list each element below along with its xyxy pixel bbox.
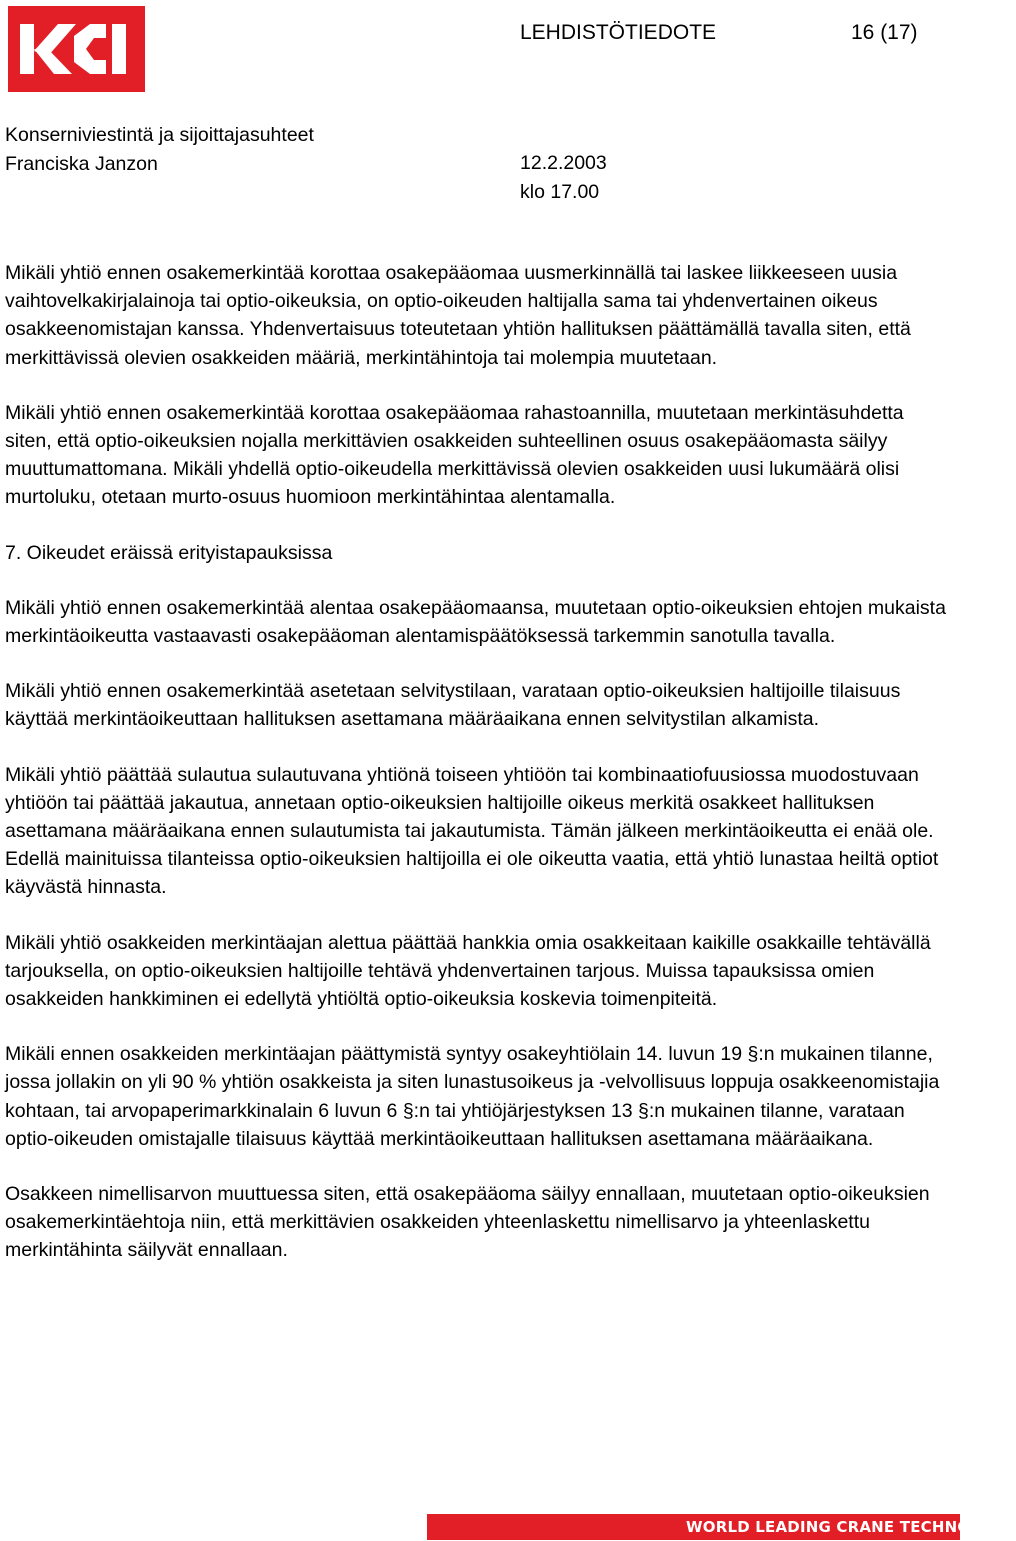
paragraph: Mikäli yhtiö ennen osakemerkintää korottaa osakepääomaa uusmerkinnällä tai laskee liikkeeseen uusia vaihtovelkakirjalainoja tai optio-oikeuksia, on optio-oikeuden haltijalla sama tai yhdenvertainen oikeus osakkeenomistajan kanssa. Yhdenvertaisuus toteutetaan yhtiön hallituksen päättämällä tavalla siten, että merkittävissä olevien osakkeiden määriä, merkintähintoja tai molempia muutetaan. [5,262,911,369]
footer-slogan: WORLD LEADING CRANE TECHNOLOGY [686,1518,1016,1536]
release-time: klo 17.00 [520,180,600,203]
date-block [520,149,607,206]
document-type: LEHDISTÖTIEDOTE [520,21,717,44]
paragraph: Mikäli yhtiö ennen osakemerkintää asetetaan selvitystilaan, varataan optio-oikeuksien haltijoille tilaisuus käyttää merkintäoikeuttaan hallituksen asettamana määräaikana ennen selvitystilan alkamista. [5,680,901,731]
paragraph: Mikäli yhtiö ennen osakemerkintää alentaa osakepääomaansa, muutetaan optio-oikeuksien ehtojen mukaista merkintäoikeutta vastaavasti osakepääoman alentamispäätöksessä tarkemmin sanotulla tavalla. [5,596,946,648]
sender-department: Konserniviestintä ja sijoittajasuhteet [5,124,314,146]
paragraph: Mikäli yhtiö ennen osakemerkintää korottaa osakepääomaa rahastoannilla, muutetaan merkintäsuhdetta siten, että optio-oikeuksien nojalla merkittävien osakkeiden suhteellinen osuus osakepääomasta säilyy muuttumattomana. Mikäli yhdellä optio-oikeudella merkittävissä olevien osakkeiden uusi lukumäärä olisi murtoluku, otetaan murto-osuus huomioon merkintähintaa alentamalla. [5,401,904,509]
press-release-body [5,259,950,1292]
sender-name: Franciska Janzon [5,152,158,175]
company-logo [8,6,145,92]
paragraph: Mikäli ennen osakkeiden merkintäajan päättymistä syntyy osakeyhtiölain 14. luvun 19 §:n mukainen tilanne, jossa jollakin on yli 90 % yhtiön osakkeista ja siten lunastusoikeus ja -velvollisuus loppuja osakkeenomistajia kohtaan, tai arvopaperimarkkinalain 6 luvun 6 §:n tai yhtiöjärjestyksen 13 §:n mukainen tilanne, varataan optio-oikeuden omistajalle tilaisuus käyttää merkintäoikeuttaan hallituksen asettamana määräaikana. [5,1043,940,1150]
paragraph: Osakkeen nimellisarvon muuttuessa siten, että osakepääoma säilyy ennallaan, muutetaan optio-oikeuksien osakemerkintäehtoja niin, että merkittävien osakkeiden yhteenlaskettu nimellisarvo ja yhteenlaskettu merkintähinta säilyvät ennallaan. [5,1183,930,1262]
release-date: 12.2.2003 [520,152,607,174]
paragraph: Mikäli yhtiö osakkeiden merkintäajan alettua päättää hankkia omia osakkeitaan kaikille osakkaille tehtävällä tarjouksella, on optio-oikeuksien haltijoille tehtävä yhdenvertainen tarjous. Muissa tapauksissa omien osakkeiden hankkiminen ei edellytä yhtiöltä optio-oikeuksia koskevia toimenpiteitä. [5,931,931,1011]
section-heading: 7. Oikeudet eräissä erityistapauksissa [5,541,333,564]
paragraph: Mikäli yhtiö päättää sulautua sulautuvana yhtiönä toiseen yhtiöön tai kombinaatiofuusiossa muodostuvaan yhtiöön tai päättää jakautua, annetaan optio-oikeuksien haltijoille oikeus merkitä osakkeet hallituksen asettamana määräaikana ennen sulautumista tai jakautumista. Tämän jälkeen merkintäoikeutta ei enää ole. Edellä mainituissa tilanteissa optio-oikeuksien haltijoilla ei ole oikeutta vaatia, että yhtiö lunastaa heiltä optiot käyvästä hinnasta. [5,763,939,899]
sender-block [5,121,314,178]
page-number: 16 (17) [851,21,918,44]
